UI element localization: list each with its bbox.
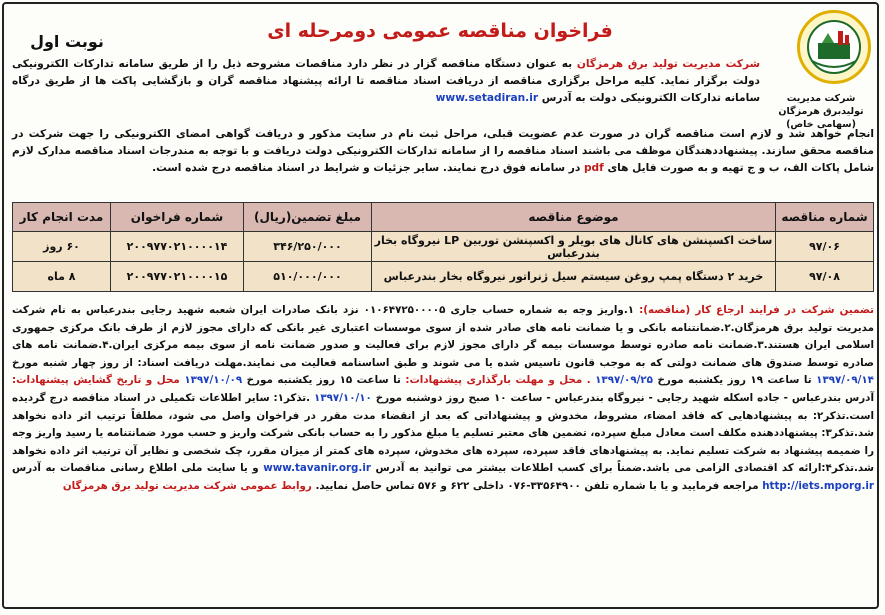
- guarantee-heading: تضمین شرکت در فرایند ارجاع کار (مناقصه):: [639, 304, 874, 316]
- cell-duration: ۶۰ روز: [13, 232, 111, 262]
- cell-tender-number: ۹۷/۰۸: [776, 262, 874, 292]
- cell-duration: ۸ ماه: [13, 262, 111, 292]
- setadiran-link[interactable]: www.setadiran.ir: [435, 92, 539, 104]
- company-name-line2: (سهامی خاص): [786, 119, 856, 130]
- footer-signature: روابط عمومی شرکت مدیریت تولید برق هرمزگان: [62, 479, 312, 492]
- intro-text-1: به عنوان دستگاه مناقصه گزار در نظر دارد مناقصات مشروحه ذیل را از طریق سامانه تدارکات الکترونیکی دولت برگزار نماید. کلیه مراحل برگزاری مناقصه از دریافت اسناد مناقصه تا ارائه پیشنهاد مناقصه گران و بازگشایی پاکت ها از طریق درگاه سامانه تدارکات الکترونیکی دولت به آدرس: [12, 58, 760, 104]
- cell-call-number: ۲۰۰۹۷۷۰۲۱۰۰۰۰۱۵: [111, 262, 244, 292]
- col-guarantee: مبلغ تضمین(ریال): [244, 203, 372, 232]
- table-row: [13, 262, 874, 292]
- upload-date: ۱۳۹۷/۱۰/۰۹: [184, 374, 243, 387]
- opening-date: ۱۳۹۷/۱۰/۱۰: [314, 391, 372, 404]
- table-header-row: [13, 203, 874, 232]
- upload-heading: . محل و مهلت بارگذاری پیشنهادات:: [405, 374, 591, 387]
- tavanir-link[interactable]: www.tavanir.org.ir: [263, 462, 371, 475]
- cell-guarantee: ۳۴۶/۲۵۰/۰۰۰: [244, 232, 372, 262]
- page-title: فراخوان مناقصه عمومی دومرحله ای: [267, 20, 613, 42]
- cell-subject: خرید ۲ دستگاه پمپ روغن سیستم سیل ژنراتور نیروگاه بخار بندرعباس: [372, 262, 776, 292]
- tender-table: [12, 202, 874, 292]
- col-tender-number: شماره مناقصه: [776, 203, 874, 232]
- intro-paragraph-2: [12, 126, 874, 177]
- col-subject: موضوع مناقصه: [372, 203, 776, 232]
- intro-paragraph: [12, 56, 760, 107]
- table-row: [13, 232, 874, 262]
- round-label: نوبت اول: [30, 32, 104, 51]
- conditions-text-3: تا ساعت ۱۵ روز یکشنبه مورخ: [246, 374, 401, 387]
- cell-tender-number: ۹۷/۰۶: [776, 232, 874, 262]
- doc-start-date: ۱۳۹۷/۰۹/۱۴: [816, 374, 874, 387]
- cell-guarantee: ۵۱۰/۰۰۰/۰۰۰: [244, 262, 372, 292]
- col-duration: مدت انجام کار: [13, 203, 111, 232]
- conditions-text-2: تا ساعت ۱۹ روز یکشنبه مورخ: [657, 374, 812, 387]
- conditions-text-4: آدرس بندرعباس - جاده اسکله شهید رجایی - نیروگاه بندرعباس - ساعت ۱۰ صبح روز دوشنبه مورخ: [375, 391, 874, 404]
- intro-text-3: در سامانه فوق درج نمایند. سایر جزئیات و شرایط در اسناد مناقصه درج شده است.: [152, 162, 581, 174]
- iets-link[interactable]: http://iets.mporg.ir: [762, 479, 874, 492]
- intro-company: شرکت مدیریت تولید برق هرمزگان: [576, 58, 760, 70]
- doc-end-date: ۱۳۹۷/۰۹/۲۵: [595, 374, 653, 387]
- col-call-number: شماره فراخوان: [111, 203, 244, 232]
- conditions-text-6: و یا سایت ملی اطلاع رسانی مناقصات به آدرس: [12, 462, 259, 475]
- intro-text-2: انجام خواهد شد و لازم است مناقصه گران در صورت عدم عضویت قبلی، مراحل ثبت نام در سایت مذکور و دریافت گواهی امضای الکترونیکی را جهت شرکت در مناقصه محقق سازند. پیشنهاددهندگان موظف می باشند اسناد مناقصه را از سامانه تدارکات الکترونیکی دولت دریافت و با توجه به مندرجات اسناد مناقصه مدارک لازم شامل پاکات الف، ب و ج تهیه و به صورت فایل های: [12, 128, 874, 174]
- power-plant-logo-icon: [797, 10, 871, 84]
- cell-subject: ساخت اکسپنشن های کانال های بویلر و اکسپنشن توربین LP نیروگاه بخار بندرعباس: [372, 232, 776, 262]
- cell-call-number: ۲۰۰۹۷۷۰۲۱۰۰۰۰۱۴: [111, 232, 244, 262]
- conditions-text-5: .تذکر۱: سایر اطلاعات تکمیلی در اسناد مناقصه درج گردیده است.تذکر۲: به پیشنهادهایی که فاقد امضاء، مشروط، مخدوش و پیشنهاداتی که بعد از انقضاء مدت مقرر در فراخوان واصل می شود، مطلقاً ترتیب اثر داده نخواهد شد.تذکر۳: پیشنهاددهنده مکلف است معادل مبلغ سپرده، تضمین های معتبر تسلیم یا مبلغ مذکور را به حساب بانکی شرکت واریز و حسب مورد ضمانتنامه یا رسید واریز وجه را ضمیمه پیشنهاد به شرکت تسلیم نماید. به پیشنهادهای فاقد سپرده، سپرده های مخدوش، سپرده های کمتر از میزان مقرر، چک شخصی و نظایر آن ترتیب اثر داده نخواهد شد.تذکر۴:ارائه کد اقتصادی الزامی می باشد.ضمناً برای کسب اطلاعات بیشتر می توانید به آدرس: [12, 391, 875, 475]
- intro-pdf: pdf: [583, 162, 604, 174]
- conditions-text-7: مراجعه فرمایید و یا با شماره تلفن ۳۳۵۶۴۹۰۰-۰۷۶ داخلی ۶۲۲ و ۵۷۶ تماس حاصل نمایید.: [315, 479, 759, 492]
- company-name-line1: شرکت مدیریت تولیدبرق هرمزگان: [778, 93, 864, 117]
- opening-heading: محل و تاریخ گشایش پیشنهادات:: [12, 374, 180, 387]
- conditions-text-1: ۱.واریز وجه به شماره حساب جاری ۰۱۰۶۴۷۲۵۰۰۰۰۵ نزد بانک صادرات ایران شعبه شهید رجایی بندرعباس به نام شرکت مدیریت تولید برق هرمزگان.۲.ضمانتنامه بانکی و یا ضمانت نامه های صادر شده از سوی موسسات اعتباری غیر بانکی که دارای مجوز لازم از طرف بانک مرکزی جمهوری اسلامی ایران هستند.۳.ضمانت نامه صادره توسط موسسات بیمه گر دارای مجوز لازم برای فعالیت و صدور ضمانت نامه از سوی بیمه مرکزی ایران.۴.ضمانت نامه های صادره توسط صندوق های ضمانت دولتی که به موجب قانون تاسیس شده یا می شوند و طبق اساسنامه فعالیت می نمایند.مهلت دریافت اسناد: از روز چهار شنبه مورخ: [12, 304, 874, 369]
- conditions-paragraph: [12, 302, 874, 496]
